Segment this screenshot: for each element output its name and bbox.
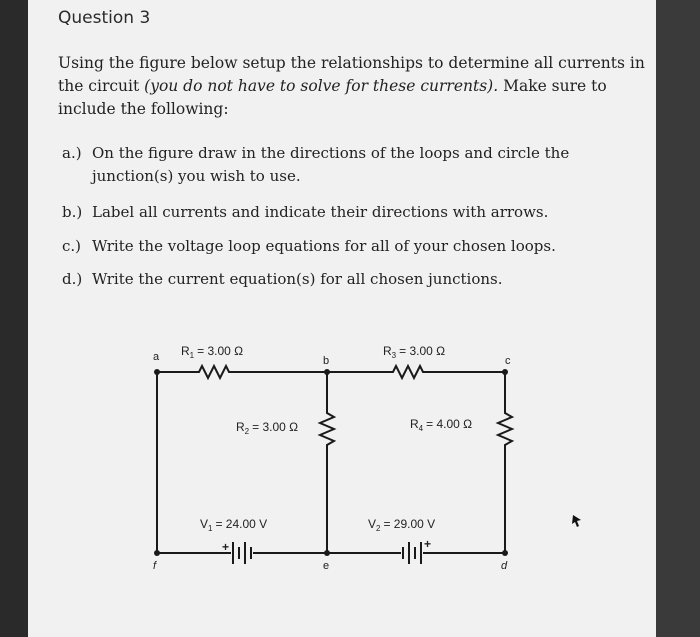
- r1-label: $R_1 = 3.00$ Ω: [181, 344, 244, 360]
- list-item-label: c.): [62, 237, 82, 255]
- intro-part3: Make sure to include the following:: [58, 77, 607, 118]
- node-label-f: f: [153, 560, 157, 572]
- list-item-label: a.): [62, 144, 82, 162]
- v1-label: $V_1 = 24.00$ V: [200, 517, 268, 533]
- list-item-text: Write the current equation(s) for all chosen junctions.: [92, 270, 503, 288]
- list-item-label: d.): [62, 270, 83, 288]
- cursor-icon: [572, 515, 581, 527]
- node-d-dot: [502, 550, 508, 556]
- wire-top-left-with-r1: [157, 366, 327, 378]
- node-label-d: d: [501, 560, 508, 572]
- node-label-e: e: [323, 560, 330, 572]
- v2-label: $V_2 = 29.00$ V: [368, 517, 436, 533]
- node-c-dot: [502, 369, 508, 375]
- node-f-dot: [154, 550, 160, 556]
- wire-right-with-r4: [498, 372, 512, 553]
- list-item-text-cont: junction(s) you wish to use.: [92, 167, 301, 185]
- v1-plus-sign: +: [222, 540, 230, 554]
- node-label-b: b: [323, 355, 330, 367]
- v2-plus-sign: +: [424, 537, 432, 551]
- list-item-label: b.): [62, 203, 83, 221]
- intro-part2: (you do not have to solve for these currents).: [144, 77, 499, 95]
- r3-label: $R_3 = 3.00$ Ω: [383, 344, 446, 360]
- r2-label: $R_2 = 3.00$ Ω: [236, 420, 299, 436]
- question-title: Question 3: [58, 8, 151, 28]
- node-label-a: a: [153, 351, 160, 363]
- list-item-text: Write the voltage loop equations for all of your chosen loops.: [92, 237, 556, 255]
- intro-part1: Using the figure below setup the relationships to determine all currents in the circuit: [58, 54, 645, 95]
- node-label-c: c: [505, 355, 511, 367]
- node-a-dot: [154, 369, 160, 375]
- node-b-dot: [324, 369, 330, 375]
- wire-middle-with-r2: [320, 372, 334, 553]
- node-e-dot: [324, 550, 330, 556]
- list-item-text: On the figure draw in the directions of the loops and circle the: [92, 144, 570, 162]
- battery-v1: [233, 542, 251, 564]
- r4-label: $R_4 = 4.00$ Ω: [410, 417, 473, 433]
- list-item-text: Label all currents and indicate their directions with arrows.: [92, 203, 549, 221]
- battery-v2: [403, 542, 421, 564]
- wire-top-right-with-r3: [327, 366, 505, 378]
